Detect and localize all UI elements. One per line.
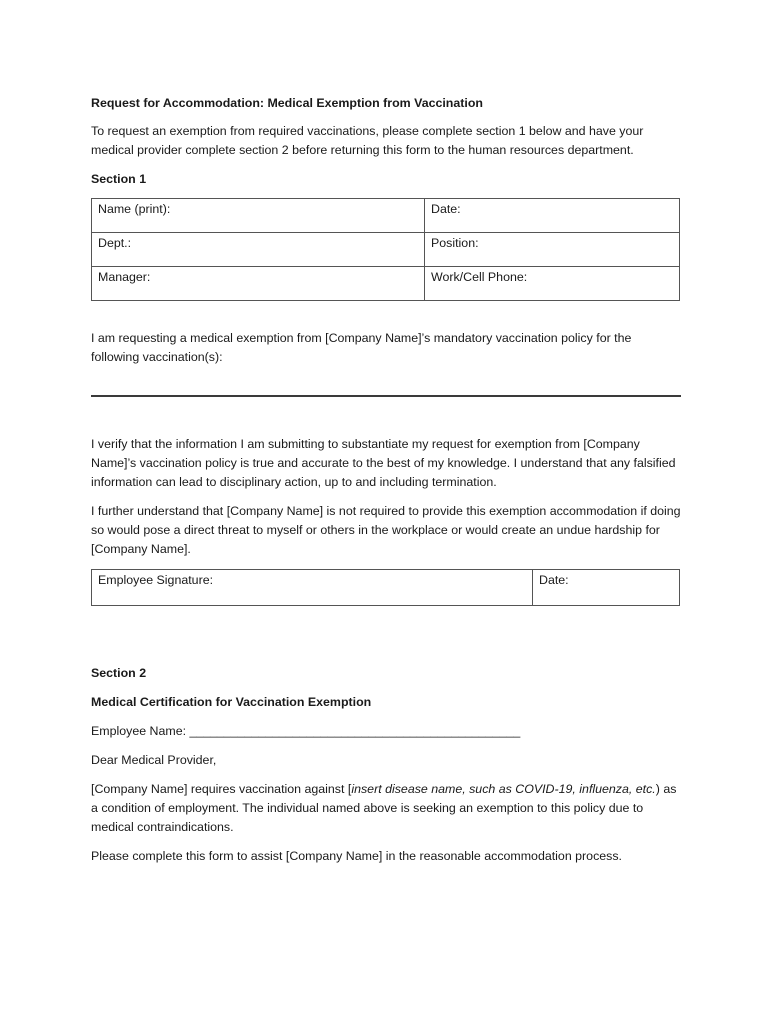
requirement-suffix: ) as a condition of employment. The individual named above is seeking an exemption to this policy due to medical contraindications.: [91, 782, 677, 834]
verification-paragraph: I verify that the information I am submitting to substantiate my request for exemption from [Company Name]’s vaccination policy is true and accurate to the best of my knowledge. I understand that any falsified information can lead to disciplinary action, up to and including termination.: [91, 437, 676, 489]
signature-date-field[interactable]: Date:: [533, 570, 680, 606]
employee-signature-field[interactable]: Employee Signature:: [92, 570, 533, 606]
signature-table: [91, 569, 680, 606]
disease-placeholder: insert disease name, such as COVID-19, influenza, etc.: [351, 782, 656, 796]
salutation: Dear Medical Provider,: [91, 753, 217, 767]
requirement-prefix: [Company Name] requires vaccination against [: [91, 782, 352, 796]
table-row: [92, 570, 680, 606]
dept-field[interactable]: Dept.:: [92, 233, 425, 267]
table-row: [92, 233, 680, 267]
section-2-label: Section 2: [91, 666, 147, 680]
vaccination-entry-line[interactable]: [91, 395, 681, 397]
table-row: [92, 199, 680, 233]
employee-info-table: [91, 198, 680, 301]
manager-field[interactable]: Manager:: [92, 267, 425, 301]
position-field[interactable]: Position:: [425, 233, 680, 267]
phone-field[interactable]: Work/Cell Phone:: [425, 267, 680, 301]
date-field[interactable]: Date:: [425, 199, 680, 233]
section-1-label: Section 1: [91, 172, 147, 186]
form-title: Request for Accommodation: Medical Exemption from Vaccination: [91, 96, 483, 110]
undue-hardship-paragraph: I further understand that [Company Name] is not required to provide this exemption accommodation if doing so would pose a direct threat to myself or others in the workplace or would create an undue hardship for [Company Name].: [91, 504, 681, 556]
instruction-paragraph: Please complete this form to assist [Company Name] in the reasonable accommodation process.: [91, 849, 622, 863]
table-row: [92, 267, 680, 301]
requirement-paragraph: [91, 780, 681, 837]
form-page: [91, 94, 681, 866]
certification-title: Medical Certification for Vaccination Exemption: [91, 695, 372, 709]
employee-name-line[interactable]: Employee Name: ________________________________________________: [91, 724, 521, 738]
name-field[interactable]: Name (print):: [92, 199, 425, 233]
request-paragraph: I am requesting a medical exemption from [Company Name]’s mandatory vaccination policy for the following vaccination(s):: [91, 331, 632, 364]
intro-paragraph: To request an exemption from required vaccinations, please complete section 1 below and have your medical provider complete section 2 before returning this form to the human resources department.: [91, 124, 644, 157]
